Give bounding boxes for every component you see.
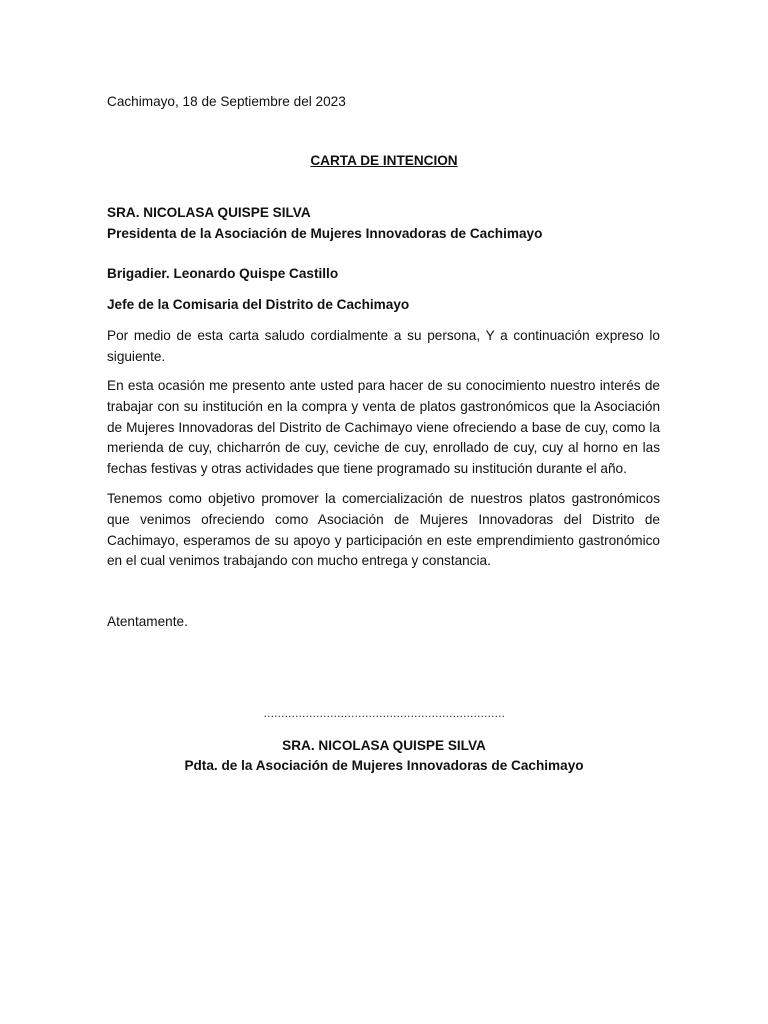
- letter-title: CARTA DE INTENCION: [310, 153, 458, 168]
- recipient-name: Brigadier. Leonardo Quispe Castillo: [107, 266, 339, 281]
- signature-role: Pdta. de la Asociación de Mujeres Innovadoras de Cachimayo: [184, 758, 584, 773]
- paragraph-greeting: Por medio de esta carta saludo cordialmente a su persona, Y a continuación expreso lo siguiente.: [107, 328, 660, 364]
- sender-role: Presidenta de la Asociación de Mujeres Innovadoras de Cachimayo: [107, 226, 543, 241]
- sender-name: SRA. NICOLASA QUISPE SILVA: [107, 205, 311, 220]
- paragraph-objective: Tenemos como objetivo promover la comercialización de nuestros platos gastronómicos que venimos ofreciendo como Asociación de Mujeres Innovadoras del Distrito de Cachimayo, esperamos de su apoyo y participación en este emprendimiento gastronómico en el cual venimos trabajando con mucho entrega y constancia.: [107, 491, 660, 569]
- recipient-role: Jefe de la Comisaria del Distrito de Cachimayo: [107, 297, 410, 312]
- closing: Atentamente.: [107, 614, 188, 629]
- signature-line: ……………………………………………………………: [263, 708, 505, 720]
- paragraph-interest: En esta ocasión me presento ante usted para hacer de su conocimiento nuestro interés de trabajar con su institución en la compra y venta de platos gastronómicos que la Asociación de Mujeres Innovadoras del Distrito de Cachimayo viene ofreciendo a base de cuy, como la merienda de cuy, chicharrón de cuy, ceviche de cuy, enrollado de cuy, cuy al horno en las fechas festivas y otras actividades que tiene programado su institución durante el año.: [107, 378, 660, 477]
- place-date: Cachimayo, 18 de Septiembre del 2023: [107, 94, 346, 109]
- signature-name: SRA. NICOLASA QUISPE SILVA: [282, 738, 486, 753]
